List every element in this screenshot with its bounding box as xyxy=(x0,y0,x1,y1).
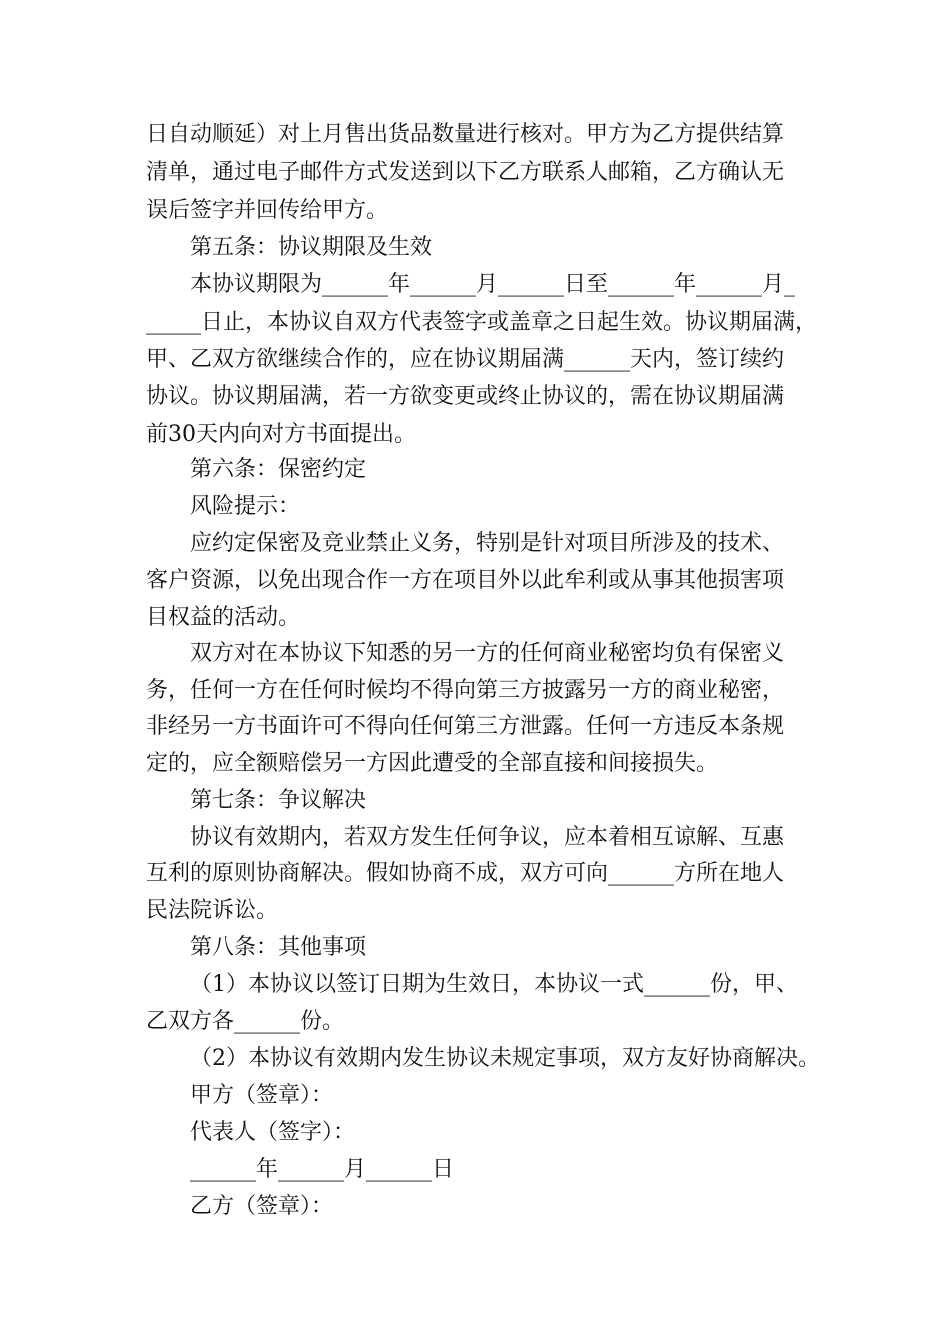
section-heading: 第七条：争议解决 xyxy=(190,788,367,813)
date-line: ______年______月______日 xyxy=(190,1157,455,1182)
paragraph-line: （2）本协议有效期内发生协议未规定事项，双方友好协商解决。 xyxy=(190,1046,820,1071)
paragraph-line: 乙双方各______份。 xyxy=(146,1009,345,1034)
paragraph-line: 定的，应全额赔偿另一方因此遭受的全部直接和间接损失。 xyxy=(146,751,719,776)
paragraph-line: 目权益的活动。 xyxy=(146,605,301,630)
paragraph-line: 清单，通过电子邮件方式发送到以下乙方联系人邮箱，乙方确认无 xyxy=(146,160,785,185)
section-heading: 第五条：协议期限及生效 xyxy=(190,235,433,260)
signature-label: 甲方（签章）： xyxy=(190,1083,334,1108)
paragraph-line: 甲、乙双方欲继续合作的，应在协议期届满______天内，签订续约 xyxy=(146,347,785,372)
paragraph-line: 协议有效期内，若双方发生任何争议，应本着相互谅解、互惠 xyxy=(190,825,785,850)
paragraph-line: 民法院诉讼。 xyxy=(146,898,279,923)
paragraph-line: 应约定保密及竞业禁止义务，特别是针对项目所涉及的技术、 xyxy=(190,531,785,556)
section-heading: 第八条：其他事项 xyxy=(190,935,367,960)
paragraph-line: 客户资源，以免出现合作一方在项目外以此牟利或从事其他损害项 xyxy=(146,568,785,593)
signature-label: 代表人（签字）： xyxy=(190,1120,356,1145)
paragraph-line: 务，任何一方在任何时候均不得向第三方披露另一方的商业秘密， xyxy=(146,678,785,703)
paragraph-line: 双方对在本协议下知悉的另一方的任何商业秘密均负有保密义 xyxy=(190,641,785,666)
paragraph-line: 误后签字并回传给甲方。 xyxy=(146,198,389,223)
paragraph-line: 日自动顺延）对上月售出货品数量进行核对。甲方为乙方提供结算 xyxy=(146,122,785,147)
signature-label: 乙方（签章）： xyxy=(190,1194,334,1219)
paragraph-line: 风险提示： xyxy=(190,494,301,519)
section-heading: 第六条：保密约定 xyxy=(190,457,367,482)
paragraph-line: 本协议期限为______年______月______日至______年______月_ xyxy=(190,272,796,297)
paragraph-line: 前30天内向对方书面提出。 xyxy=(146,422,416,447)
paragraph-line: 互利的原则协商解决。假如协商不成，双方可向______方所在地人 xyxy=(146,861,785,886)
paragraph-line: 非经另一方书面许可不得向任何第三方泄露。任何一方违反本条规 xyxy=(146,714,785,739)
paragraph-line: _____日止，本协议自双方代表签字或盖章之日起生效。协议期届满， xyxy=(146,310,818,335)
paragraph-line: （1）本协议以签订日期为生效日，本协议一式______份，甲、 xyxy=(190,972,798,997)
paragraph-line: 协议。协议期届满，若一方欲变更或终止协议的，需在协议期届满 xyxy=(146,384,785,409)
